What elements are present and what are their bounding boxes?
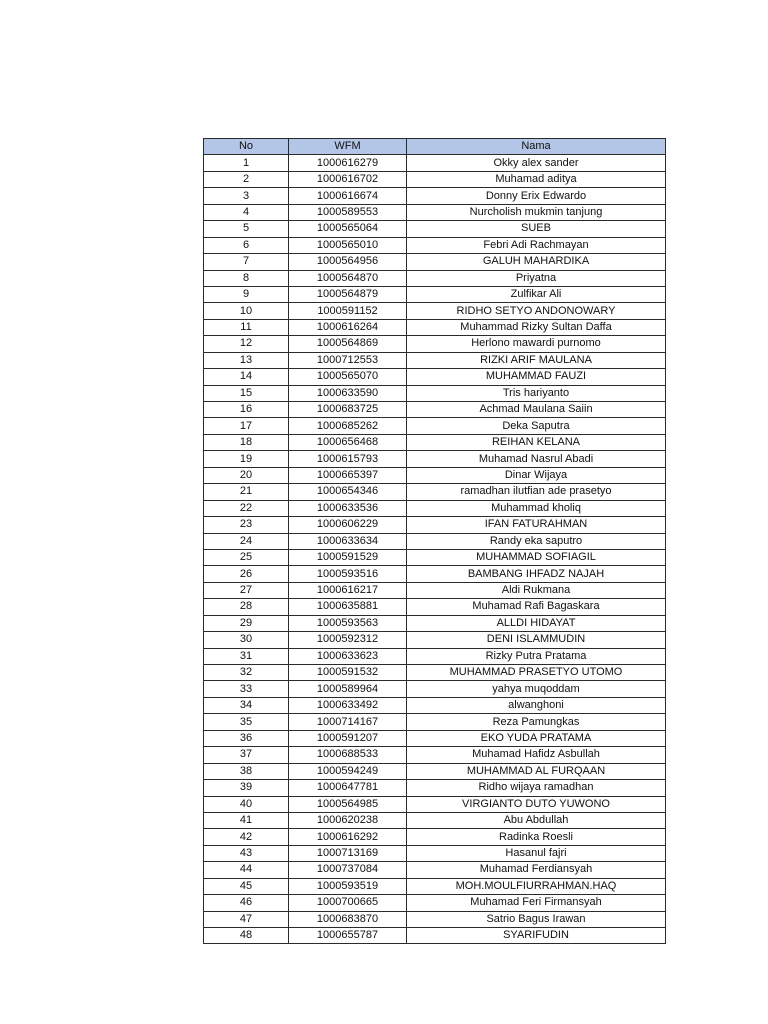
table-row bbox=[204, 500, 666, 516]
cell-wfm: 1000594249 bbox=[289, 763, 407, 779]
cell-wfm: 1000683725 bbox=[289, 402, 407, 418]
table-row bbox=[204, 763, 666, 779]
cell-nama: Muhamad Hafidz Asbullah bbox=[407, 747, 666, 763]
table-row bbox=[204, 862, 666, 878]
cell-nama: Okky alex sander bbox=[407, 155, 666, 171]
table-row bbox=[204, 714, 666, 730]
cell-wfm: 1000616702 bbox=[289, 171, 407, 187]
cell-nama: Muhamad Rafi Bagaskara bbox=[407, 599, 666, 615]
cell-no: 31 bbox=[204, 648, 289, 664]
cell-wfm: 1000737084 bbox=[289, 862, 407, 878]
header-no: No bbox=[204, 139, 289, 155]
cell-nama: EKO YUDA PRATAMA bbox=[407, 730, 666, 746]
cell-wfm: 1000564869 bbox=[289, 336, 407, 352]
cell-nama: Donny Erix Edwardo bbox=[407, 188, 666, 204]
table-row bbox=[204, 829, 666, 845]
cell-no: 14 bbox=[204, 369, 289, 385]
table-row bbox=[204, 319, 666, 335]
cell-wfm: 1000656468 bbox=[289, 434, 407, 450]
cell-wfm: 1000592312 bbox=[289, 632, 407, 648]
cell-wfm: 1000616279 bbox=[289, 155, 407, 171]
table-row bbox=[204, 451, 666, 467]
cell-no: 5 bbox=[204, 221, 289, 237]
cell-wfm: 1000591207 bbox=[289, 730, 407, 746]
header-row bbox=[204, 139, 666, 155]
cell-wfm: 1000713169 bbox=[289, 845, 407, 861]
cell-nama: MOH.MOULFIURRAHMAN.HAQ bbox=[407, 878, 666, 894]
table-row bbox=[204, 648, 666, 664]
cell-wfm: 1000589964 bbox=[289, 681, 407, 697]
cell-wfm: 1000606229 bbox=[289, 517, 407, 533]
cell-wfm: 1000633623 bbox=[289, 648, 407, 664]
table-row bbox=[204, 928, 666, 944]
cell-no: 26 bbox=[204, 566, 289, 582]
cell-wfm: 1000665397 bbox=[289, 467, 407, 483]
cell-wfm: 1000616264 bbox=[289, 319, 407, 335]
cell-wfm: 1000633634 bbox=[289, 533, 407, 549]
cell-no: 22 bbox=[204, 500, 289, 516]
cell-wfm: 1000564870 bbox=[289, 270, 407, 286]
cell-wfm: 1000616674 bbox=[289, 188, 407, 204]
cell-nama: Randy eka saputro bbox=[407, 533, 666, 549]
cell-wfm: 1000564956 bbox=[289, 254, 407, 270]
cell-wfm: 1000565010 bbox=[289, 237, 407, 253]
cell-nama: SUEB bbox=[407, 221, 666, 237]
cell-no: 44 bbox=[204, 862, 289, 878]
table-row bbox=[204, 402, 666, 418]
table-row bbox=[204, 599, 666, 615]
cell-no: 24 bbox=[204, 533, 289, 549]
cell-wfm: 1000591532 bbox=[289, 665, 407, 681]
table-row bbox=[204, 221, 666, 237]
table-row bbox=[204, 615, 666, 631]
cell-wfm: 1000683870 bbox=[289, 911, 407, 927]
cell-no: 35 bbox=[204, 714, 289, 730]
cell-wfm: 1000593516 bbox=[289, 566, 407, 582]
table-row bbox=[204, 336, 666, 352]
table-row bbox=[204, 730, 666, 746]
cell-wfm: 1000616292 bbox=[289, 829, 407, 845]
table-row bbox=[204, 254, 666, 270]
cell-nama: Achmad Maulana Saiin bbox=[407, 402, 666, 418]
cell-nama: Herlono mawardi purnomo bbox=[407, 336, 666, 352]
table-row bbox=[204, 237, 666, 253]
cell-nama: Aldi Rukmana bbox=[407, 582, 666, 598]
table-row bbox=[204, 549, 666, 565]
cell-no: 41 bbox=[204, 812, 289, 828]
cell-wfm: 1000655787 bbox=[289, 928, 407, 944]
cell-no: 27 bbox=[204, 582, 289, 598]
cell-nama: Dinar Wijaya bbox=[407, 467, 666, 483]
cell-nama: Reza Pamungkas bbox=[407, 714, 666, 730]
cell-wfm: 1000620238 bbox=[289, 812, 407, 828]
cell-no: 48 bbox=[204, 928, 289, 944]
table-row bbox=[204, 467, 666, 483]
cell-nama: MUHAMMAD AL FURQAAN bbox=[407, 763, 666, 779]
cell-no: 6 bbox=[204, 237, 289, 253]
cell-nama: ALLDI HIDAYAT bbox=[407, 615, 666, 631]
table-row bbox=[204, 780, 666, 796]
cell-nama: MUHAMMAD PRASETYO UTOMO bbox=[407, 665, 666, 681]
cell-wfm: 1000633536 bbox=[289, 500, 407, 516]
cell-nama: Priyatna bbox=[407, 270, 666, 286]
cell-wfm: 1000591529 bbox=[289, 549, 407, 565]
cell-wfm: 1000685262 bbox=[289, 418, 407, 434]
table-row bbox=[204, 418, 666, 434]
table-body bbox=[204, 155, 666, 944]
cell-nama: IFAN FATURAHMAN bbox=[407, 517, 666, 533]
cell-nama: Deka Saputra bbox=[407, 418, 666, 434]
cell-nama: Muhamad Nasrul Abadi bbox=[407, 451, 666, 467]
table-row bbox=[204, 533, 666, 549]
cell-wfm: 1000565064 bbox=[289, 221, 407, 237]
cell-no: 37 bbox=[204, 747, 289, 763]
cell-wfm: 1000700665 bbox=[289, 895, 407, 911]
cell-no: 29 bbox=[204, 615, 289, 631]
cell-no: 13 bbox=[204, 352, 289, 368]
cell-no: 11 bbox=[204, 319, 289, 335]
table-row bbox=[204, 895, 666, 911]
cell-no: 25 bbox=[204, 549, 289, 565]
cell-no: 16 bbox=[204, 402, 289, 418]
cell-wfm: 1000564879 bbox=[289, 286, 407, 302]
cell-nama: Tris hariyanto bbox=[407, 385, 666, 401]
cell-no: 3 bbox=[204, 188, 289, 204]
cell-nama: Abu Abdullah bbox=[407, 812, 666, 828]
cell-nama: REIHAN KELANA bbox=[407, 434, 666, 450]
table-row bbox=[204, 845, 666, 861]
cell-wfm: 1000633492 bbox=[289, 697, 407, 713]
cell-no: 45 bbox=[204, 878, 289, 894]
cell-wfm: 1000565070 bbox=[289, 369, 407, 385]
cell-no: 34 bbox=[204, 697, 289, 713]
cell-no: 7 bbox=[204, 254, 289, 270]
cell-nama: Ridho wijaya ramadhan bbox=[407, 780, 666, 796]
cell-wfm: 1000688533 bbox=[289, 747, 407, 763]
cell-nama: alwanghoni bbox=[407, 697, 666, 713]
table-row bbox=[204, 517, 666, 533]
cell-nama: MUHAMMAD FAUZI bbox=[407, 369, 666, 385]
cell-wfm: 1000633590 bbox=[289, 385, 407, 401]
spreadsheet-page bbox=[203, 138, 666, 944]
cell-no: 32 bbox=[204, 665, 289, 681]
cell-nama: DENI ISLAMMUDIN bbox=[407, 632, 666, 648]
cell-no: 40 bbox=[204, 796, 289, 812]
table-row bbox=[204, 632, 666, 648]
table-row bbox=[204, 566, 666, 582]
table-row bbox=[204, 484, 666, 500]
cell-nama: Muhamad aditya bbox=[407, 171, 666, 187]
cell-wfm: 1000712553 bbox=[289, 352, 407, 368]
cell-no: 30 bbox=[204, 632, 289, 648]
cell-no: 42 bbox=[204, 829, 289, 845]
table-row bbox=[204, 286, 666, 302]
cell-nama: Satrio Bagus Irawan bbox=[407, 911, 666, 927]
cell-no: 2 bbox=[204, 171, 289, 187]
cell-no: 46 bbox=[204, 895, 289, 911]
table-row bbox=[204, 385, 666, 401]
table-row bbox=[204, 812, 666, 828]
cell-nama: ramadhan ilutfian ade prasetyo bbox=[407, 484, 666, 500]
cell-wfm: 1000591152 bbox=[289, 303, 407, 319]
cell-nama: Radinka Roesli bbox=[407, 829, 666, 845]
cell-wfm: 1000616217 bbox=[289, 582, 407, 598]
cell-nama: RIDHO SETYO ANDONOWARY bbox=[407, 303, 666, 319]
cell-no: 43 bbox=[204, 845, 289, 861]
cell-no: 23 bbox=[204, 517, 289, 533]
cell-no: 15 bbox=[204, 385, 289, 401]
cell-no: 18 bbox=[204, 434, 289, 450]
table-row bbox=[204, 911, 666, 927]
cell-no: 39 bbox=[204, 780, 289, 796]
cell-nama: Zulfikar Ali bbox=[407, 286, 666, 302]
cell-nama: Muhammad Rizky Sultan Daffa bbox=[407, 319, 666, 335]
cell-no: 21 bbox=[204, 484, 289, 500]
cell-nama: RIZKI ARIF MAULANA bbox=[407, 352, 666, 368]
cell-nama: Hasanul fajri bbox=[407, 845, 666, 861]
cell-no: 33 bbox=[204, 681, 289, 697]
table-row bbox=[204, 697, 666, 713]
cell-no: 47 bbox=[204, 911, 289, 927]
header-nama: Nama bbox=[407, 139, 666, 155]
cell-no: 17 bbox=[204, 418, 289, 434]
cell-no: 8 bbox=[204, 270, 289, 286]
employee-table bbox=[203, 138, 666, 944]
table-row bbox=[204, 270, 666, 286]
cell-nama: GALUH MAHARDIKA bbox=[407, 254, 666, 270]
table-row bbox=[204, 681, 666, 697]
cell-no: 1 bbox=[204, 155, 289, 171]
cell-wfm: 1000654346 bbox=[289, 484, 407, 500]
cell-no: 28 bbox=[204, 599, 289, 615]
cell-no: 12 bbox=[204, 336, 289, 352]
cell-no: 10 bbox=[204, 303, 289, 319]
table-row bbox=[204, 303, 666, 319]
cell-wfm: 1000714167 bbox=[289, 714, 407, 730]
table-row bbox=[204, 665, 666, 681]
cell-no: 36 bbox=[204, 730, 289, 746]
cell-nama: Muhammad kholiq bbox=[407, 500, 666, 516]
cell-nama: Rizky Putra Pratama bbox=[407, 648, 666, 664]
cell-nama: Muhamad Ferdiansyah bbox=[407, 862, 666, 878]
cell-wfm: 1000593519 bbox=[289, 878, 407, 894]
cell-nama: SYARIFUDIN bbox=[407, 928, 666, 944]
cell-no: 20 bbox=[204, 467, 289, 483]
cell-wfm: 1000564985 bbox=[289, 796, 407, 812]
cell-no: 19 bbox=[204, 451, 289, 467]
table-row bbox=[204, 204, 666, 220]
cell-no: 38 bbox=[204, 763, 289, 779]
cell-wfm: 1000589553 bbox=[289, 204, 407, 220]
cell-nama: Muhamad Feri Firmansyah bbox=[407, 895, 666, 911]
cell-nama: BAMBANG IHFADZ NAJAH bbox=[407, 566, 666, 582]
cell-wfm: 1000647781 bbox=[289, 780, 407, 796]
cell-wfm: 1000635881 bbox=[289, 599, 407, 615]
table-row bbox=[204, 171, 666, 187]
table-row bbox=[204, 155, 666, 171]
cell-nama: Febri Adi Rachmayan bbox=[407, 237, 666, 253]
table-row bbox=[204, 188, 666, 204]
cell-no: 4 bbox=[204, 204, 289, 220]
table-row bbox=[204, 369, 666, 385]
cell-wfm: 1000593563 bbox=[289, 615, 407, 631]
table-row bbox=[204, 796, 666, 812]
cell-nama: VIRGIANTO DUTO YUWONO bbox=[407, 796, 666, 812]
cell-no: 9 bbox=[204, 286, 289, 302]
table-row bbox=[204, 352, 666, 368]
table-row bbox=[204, 434, 666, 450]
header-wfm: WFM bbox=[289, 139, 407, 155]
cell-nama: yahya muqoddam bbox=[407, 681, 666, 697]
table-row bbox=[204, 747, 666, 763]
cell-wfm: 1000615793 bbox=[289, 451, 407, 467]
cell-nama: MUHAMMAD SOFIAGIL bbox=[407, 549, 666, 565]
table-row bbox=[204, 582, 666, 598]
table-row bbox=[204, 878, 666, 894]
cell-nama: Nurcholish mukmin tanjung bbox=[407, 204, 666, 220]
